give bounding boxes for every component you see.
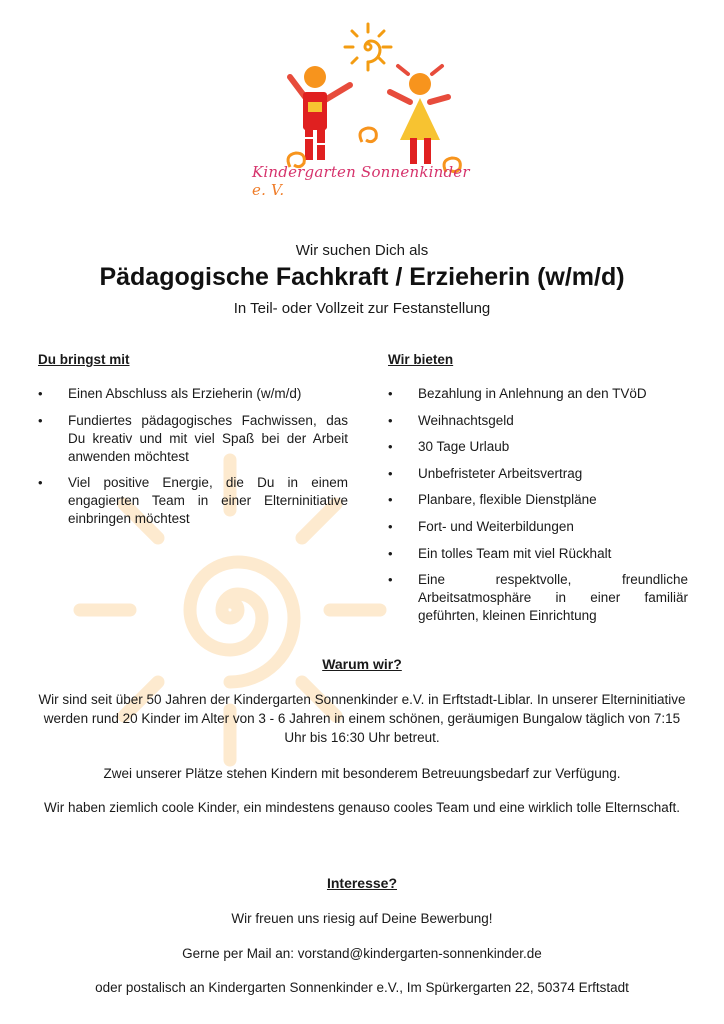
requirements-list	[38, 385, 348, 528]
list-item: • Eine respektvolle, freundliche Arbeitsatmosphäre in einer familiär geführten, kleinen Einrichtung	[388, 571, 688, 625]
interest-line-1: Wir freuen uns riesig auf Deine Bewerbung!	[231, 911, 493, 926]
postal-address-line: oder postalisch an Kindergarten Sonnenkinder e.V., Im Spürkergarten 22, 50374 Erftstadt	[95, 980, 629, 995]
subtitle: In Teil- oder Vollzeit zur Festanstellung	[233, 300, 491, 317]
intro-line: Wir suchen Dich als	[295, 242, 429, 259]
interest-heading: Interesse?	[326, 875, 398, 891]
why-heading: Warum wir?	[322, 656, 402, 672]
list-item: • 30 Tage Urlaub	[388, 438, 688, 456]
list-item: • Fort- und Weiterbildungen	[388, 518, 688, 536]
benefits-section	[388, 352, 688, 634]
logo-boy-figure	[288, 66, 350, 167]
logo-suffix: e. V.	[252, 181, 285, 199]
list-item: • Einen Abschluss als Erzieherin (w/m/d)	[38, 385, 348, 403]
logo-sun-icon	[345, 24, 391, 70]
logo-wordmark	[252, 163, 482, 199]
list-item: • Unbefristeter Arbeitsvertrag	[388, 465, 688, 483]
why-paragraph-1: Wir sind seit über 50 Jahren der Kindergarten Sonnenkinder e.V. in Erftstadt-Liblar. In unserer Elterninitiative werden rund 20 Kinder im Alter von 3 - 6 Jahren in einem schönen, geräumigen Bungalow täglich von 7:15 Uhr bis 16:30 Uhr betreut.	[38, 692, 686, 745]
benefits-heading: Wir bieten	[388, 352, 454, 367]
page-title: Pädagogische Fachkraft / Erzieherin (w/m/d)	[99, 263, 625, 291]
list-item: • Ein tolles Team mit viel Rückhalt	[388, 545, 688, 563]
list-item: • Fundiertes pädagogisches Fachwissen, das Du kreativ und mit viel Spaß bei der Arbeit anwenden möchtest	[38, 412, 348, 466]
contact-email-line: Gerne per Mail an: vorstand@kindergarten-sonnenkinder.de	[182, 946, 542, 961]
why-paragraph-2: Zwei unserer Plätze stehen Kindern mit besonderem Betreuungsbedarf zur Verfügung.	[103, 766, 621, 781]
why-paragraph-3: Wir haben ziemlich coole Kinder, ein mindestens genauso cooles Team und eine wirklich tolle Elternschaft.	[43, 800, 681, 815]
list-item: • Weihnachtsgeld	[388, 412, 688, 430]
benefits-list	[388, 385, 688, 625]
list-item: • Planbare, flexible Dienstpläne	[388, 491, 688, 509]
logo-name: Kindergarten Sonnenkinder	[252, 163, 470, 181]
list-item: • Viel positive Energie, die Du in einem engagierten Team in einer Elterninitiative einbringen möchtest	[38, 474, 348, 528]
logo-girl-figure	[360, 66, 460, 172]
requirements-heading: Du bringst mit	[38, 352, 130, 367]
list-item: • Bezahlung in Anlehnung an den TVöD	[388, 385, 688, 403]
requirements-section	[38, 352, 348, 537]
